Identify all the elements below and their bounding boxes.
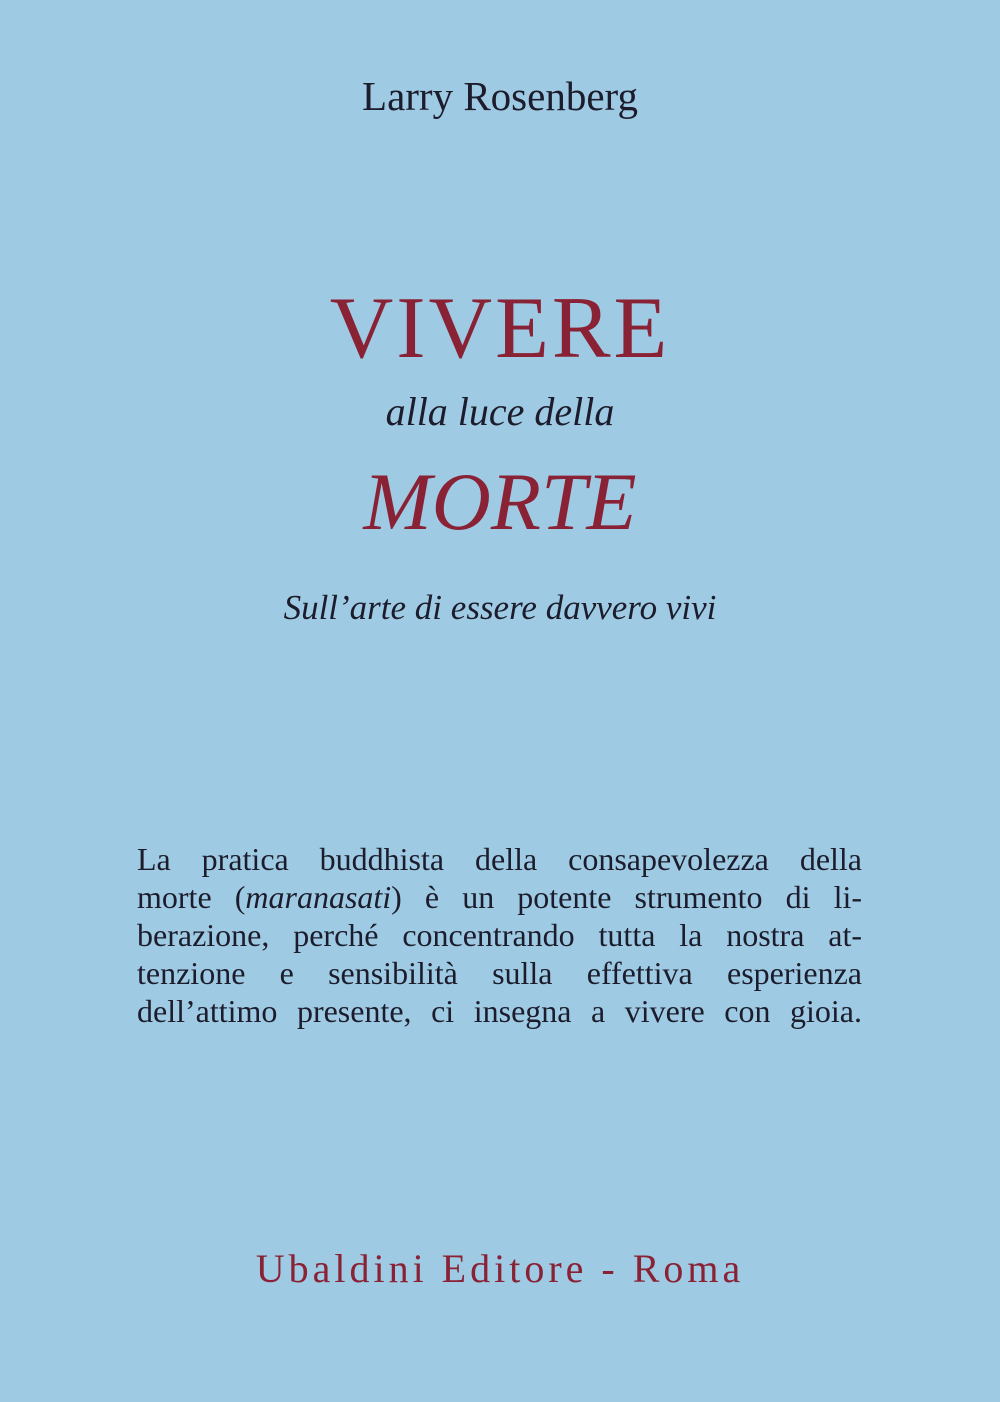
publisher: Ubaldini Editore - Roma	[255, 1246, 745, 1291]
blurb-line	[137, 878, 862, 916]
blurb-italic-term: maranasati	[245, 879, 392, 915]
title-connector: alla luce della	[385, 389, 615, 434]
title-morte: MORTE	[363, 456, 637, 547]
title-vivere: VIVERE	[329, 280, 671, 377]
blurb-line: dell’attimo presente, ci insegna a vivere con gioia.	[137, 993, 862, 1029]
author-name: Larry Rosenberg	[362, 73, 638, 119]
subtitle: Sull’arte di essere davvero vivi	[283, 588, 717, 627]
blurb-line: tenzione e sensibilità sulla effettiva esperienza	[137, 955, 862, 991]
blurb-text: ) è un potente strumento di li-	[391, 879, 862, 915]
blurb-line: La pratica buddhista della consapevolezza della	[137, 841, 862, 877]
blurb	[137, 840, 862, 1030]
blurb-text: morte (	[137, 879, 246, 915]
blurb-line: berazione, perché concentrando tutta la nostra at-	[137, 917, 862, 953]
